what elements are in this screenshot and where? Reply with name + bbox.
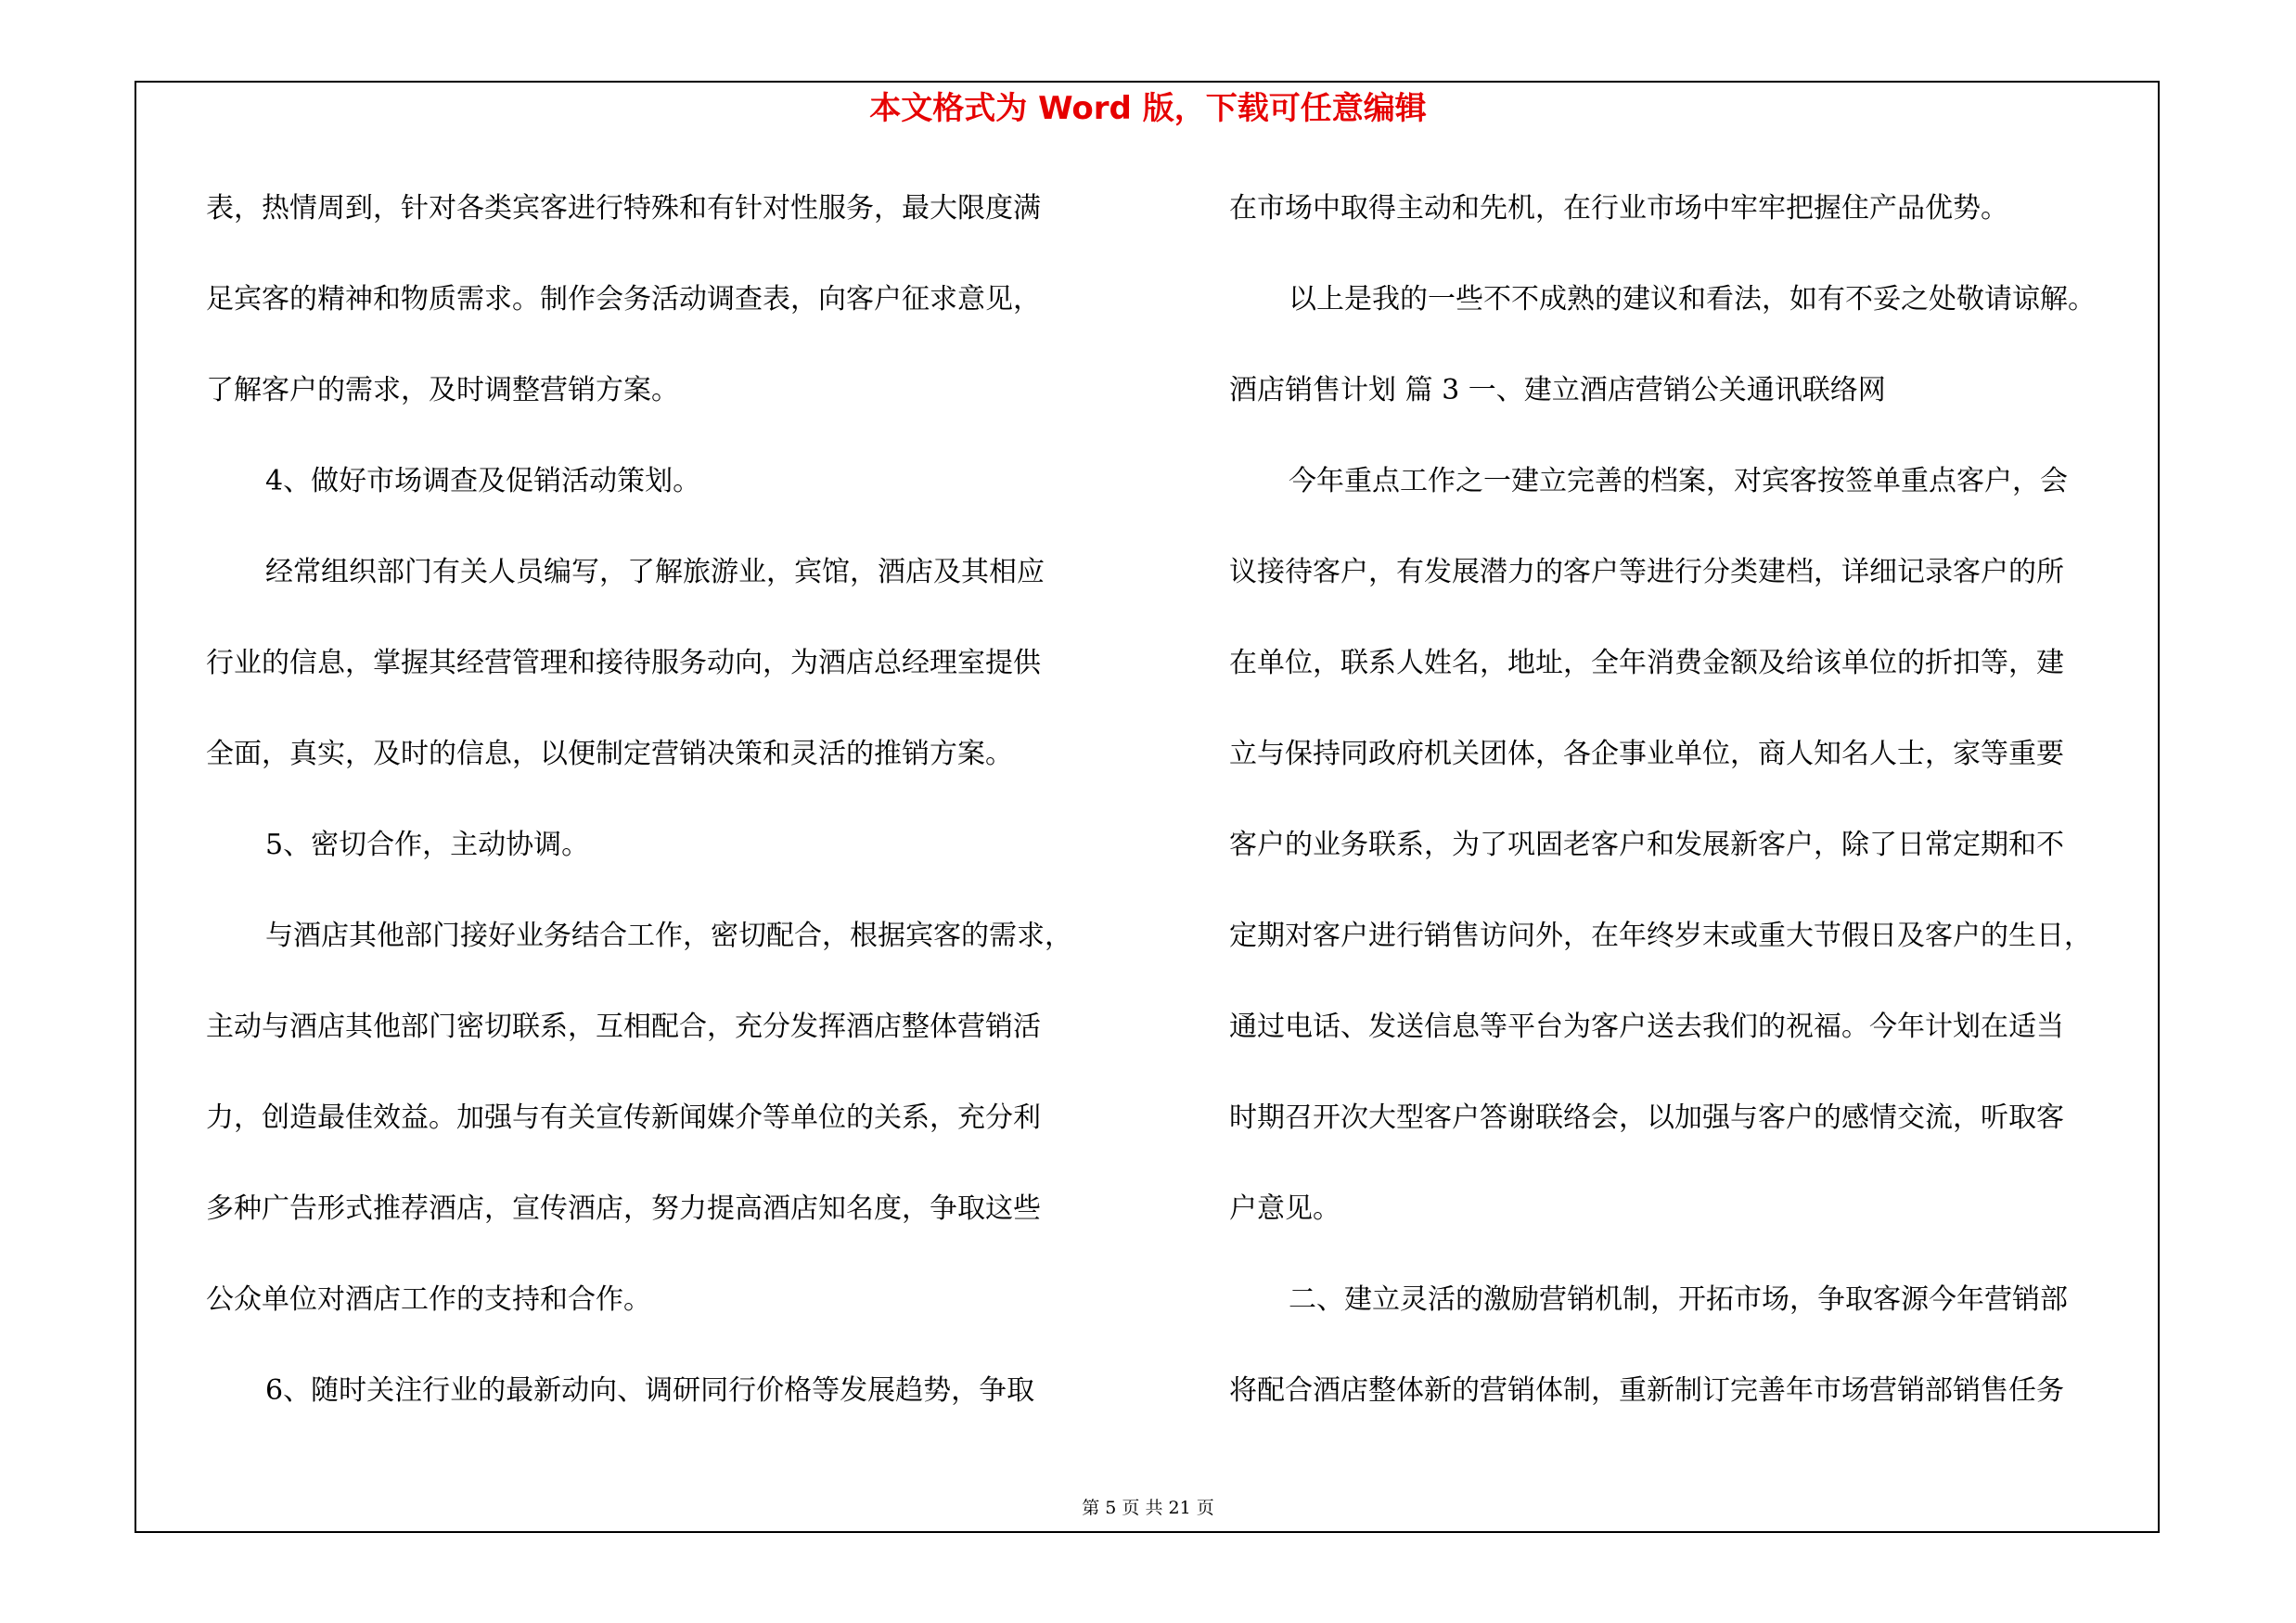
text-line: 酒店销售计划 篇 3 一、建立酒店营销公关通讯联络网 — [1229, 374, 1886, 406]
text-line: 在单位，联系人姓名，地址，全年消费金额及给该单位的折扣等，建 — [1229, 647, 2064, 679]
left-column — [206, 186, 1134, 1459]
text-line: 今年重点工作之一建立完善的档案，对宾客按签单重点客户，会 — [1289, 465, 2068, 497]
page-number-footer: 第 5 页 共 21 页 — [1082, 1498, 1214, 1518]
text-line: 全面，真实，及时的信息，以便制定营销决策和灵活的推销方案。 — [206, 738, 1013, 770]
text-line: 客户的业务联系，为了巩固老客户和发展新客户，除了日常定期和不 — [1229, 829, 2064, 861]
word-format-banner: 本文格式为 Word 版，下载可任意编辑 — [869, 90, 1427, 127]
text-line: 户意见。 — [1229, 1192, 1340, 1225]
text-line: 经常组织部门有关人员编写，了解旅游业，宾馆，酒店及其相应 — [265, 556, 1045, 588]
text-line: 以上是我的一些不不成熟的建议和看法，如有不妥之处敬请谅解。 — [1289, 283, 2096, 316]
text-line: 了解客户的需求，及时调整营销方案。 — [206, 374, 679, 406]
text-line: 通过电话、发送信息等平台为客户送去我们的祝福。今年计划在适当 — [1229, 1011, 2064, 1043]
text-line: 与酒店其他部门接好业务结合工作，密切配合，根据宾客的需求， — [265, 920, 1072, 952]
text-line: 二、建立灵活的激励营销机制，开拓市场，争取客源今年营销部 — [1289, 1283, 2068, 1316]
text-line: 多种广告形式推荐酒店，宣传酒店，努力提高酒店知名度，争取这些 — [206, 1192, 1041, 1225]
text-line: 表，热情周到，针对各类宾客进行特殊和有针对性服务，最大限度满 — [206, 192, 1041, 225]
text-line: 力，创造最佳效益。加强与有关宣传新闻媒介等单位的关系，充分利 — [206, 1101, 1041, 1134]
text-line: 公众单位对酒店工作的支持和合作。 — [206, 1283, 651, 1316]
text-line: 4、做好市场调查及促销活动策划。 — [265, 465, 701, 497]
text-line: 定期对客户进行销售访问外，在年终岁末或重大节假日及客户的生日， — [1229, 920, 2092, 952]
right-column — [1229, 186, 2157, 1459]
text-line: 时期召开次大型客户答谢联络会，以加强与客户的感情交流，听取客 — [1229, 1101, 2064, 1134]
text-line: 将配合酒店整体新的营销体制，重新制订完善年市场营销部销售任务 — [1229, 1374, 2064, 1407]
text-line: 议接待客户，有发展潜力的客户等进行分类建档，详细记录客户的所 — [1229, 556, 2064, 588]
text-line: 5、密切合作，主动协调。 — [265, 829, 590, 861]
text-line: 主动与酒店其他部门密切联系，互相配合，充分发挥酒店整体营销活 — [206, 1011, 1041, 1043]
text-line: 在市场中取得主动和先机，在行业市场中牢牢把握住产品优势。 — [1229, 192, 2008, 225]
text-line: 足宾客的精神和物质需求。制作会务活动调查表，向客户征求意见， — [206, 283, 1041, 316]
text-line: 行业的信息，掌握其经营管理和接待服务动向，为酒店总经理室提供 — [206, 647, 1041, 679]
text-line: 立与保持同政府机关团体，各企事业单位，商人知名人士，家等重要 — [1229, 738, 2064, 770]
text-line: 6、随时关注行业的最新动向、调研同行价格等发展趋势，争取 — [265, 1374, 1035, 1407]
